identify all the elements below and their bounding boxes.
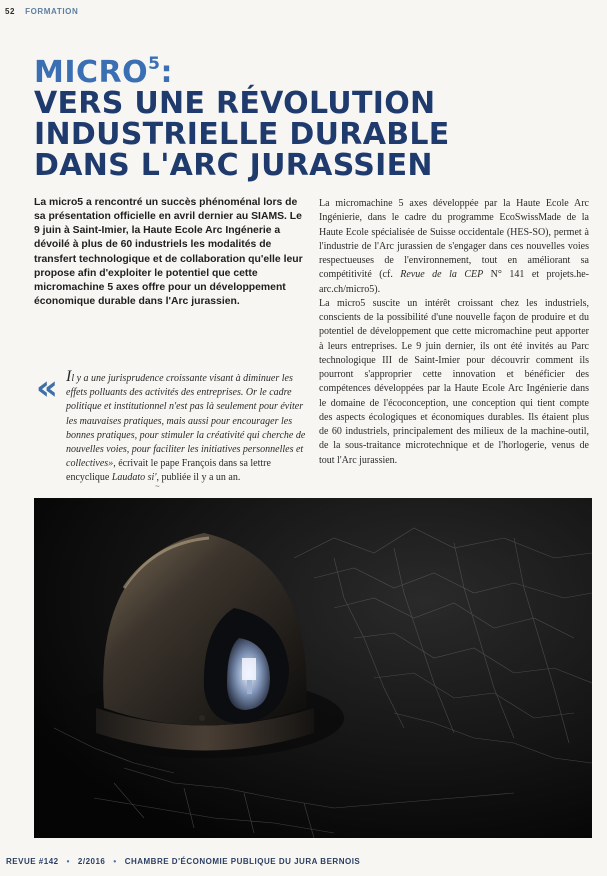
title-line-2: VERS UNE RÉVOLUTION	[34, 86, 436, 121]
section-label: FORMATION	[25, 6, 79, 16]
footer-revue-label: REVUE	[6, 857, 37, 866]
pull-quote	[66, 368, 306, 486]
page-footer	[6, 857, 360, 866]
title-line-4: DANS L'ARC JURASSIEN	[34, 148, 433, 183]
micro5-machine-photo	[34, 498, 592, 838]
title-colon: :	[160, 55, 173, 90]
title-line-3: INDUSTRIELLE DURABLE	[34, 117, 450, 152]
footer-publisher: CHAMBRE D'ÉCONOMIE PUBLIQUE DU JURA BERNOIS	[124, 857, 361, 866]
quote-text	[66, 368, 306, 486]
article-title	[34, 54, 554, 183]
body-p1-b: N° 141 et projets.he-arc.ch/micro5).	[319, 269, 589, 295]
body-p1-ref: Revue de la CEP	[400, 269, 484, 281]
ornament: ~	[155, 482, 160, 491]
quote-italic: l y a une jurisprudence croissante visant à diminuer les effets polluants des activités des entreprises. Or le cadre politique et institutionnel n'est pas là seulement pour éviter les mauvaises pratiques, mais aussi pour encourager les bonnes pratiques, pour stimuler la créativité qui cherche de nouvelles voies, pour faciliter les initiatives personnelles et collectives»	[66, 373, 306, 470]
quote-end: , publiée il y a un an.	[156, 472, 241, 484]
quote-work-title: Laudato si'	[111, 472, 157, 484]
body-paragraph-2: La micro5 suscite un intérêt croissant chez les industriels, conscients de la possibilité d'une nouvelle façon de produire et du potentiel de développement que cette micromachine peut apporter à leurs entreprises. Le 9 juin dernier, ils ont été invités au Parc technologique III de Saint-Imier pour découvrir comment ils pourront s'approprier cette innovation et bénéficier des compétences développées par la Haute Ecole Arc Ingénierie dans le domaine de l'écoconception, une conception qui tient compte des aspects écologiques et économiques durables. Ils étaient plus de 60 industriels, principalement des milieux de la machine-outil, de la sous-traitance microtechnique et de l'horlogerie, venus de tout l'Arc jurassien.	[319, 297, 589, 466]
title-micro: MICRO	[34, 55, 149, 90]
footer-issue: #142	[38, 857, 59, 866]
footer-date: 2/2016	[77, 857, 106, 866]
page-number: 52	[5, 6, 16, 16]
page-header	[5, 4, 78, 18]
body-p1-a: La micromachine 5 axes développée par la Haute Ecole Arc Ingénierie, dans le cadre du programme EcoSwissMade de la Haute Ecole spécialisée de Suisse occidentale (HES-SO), permet à l'industrie de l'Arc jurassien de s'engager dans ces nouvelles voies respectueuses de l'environnement, tout en améliorant sa compétitivité (cf.	[319, 198, 589, 281]
body-paragraph-1	[319, 197, 589, 297]
machine-illustration	[34, 498, 592, 838]
lead-paragraph	[34, 196, 306, 309]
bullet-icon: •	[66, 857, 70, 866]
footer-revue	[6, 857, 59, 866]
quote-mark-icon: «	[36, 368, 58, 408]
title-superscript: 5	[148, 54, 161, 74]
body-column-right	[319, 197, 589, 468]
title-line-1	[34, 54, 554, 90]
quote-dropcap: I	[66, 368, 72, 385]
bullet-icon: •	[113, 857, 117, 866]
quote-attribution: , écrivait le pape François dans sa lettre encyclique	[66, 458, 271, 484]
lead-text: La micro5 a rencontré un succès phénoménal lors de sa présentation officielle en avril dernier au SIAMS. Le 9 juin à Saint-Imier, la Haute Ecole Arc Ingénerie a dévoilé à plus de 60 industriels les modalités de transfert technologique et de collaboration qu'elle leur propose afin d'exploiter le potentiel que cette micromachine 5 axes offre pour un développement économique durable dans l'Arc jurassien.	[34, 197, 303, 308]
